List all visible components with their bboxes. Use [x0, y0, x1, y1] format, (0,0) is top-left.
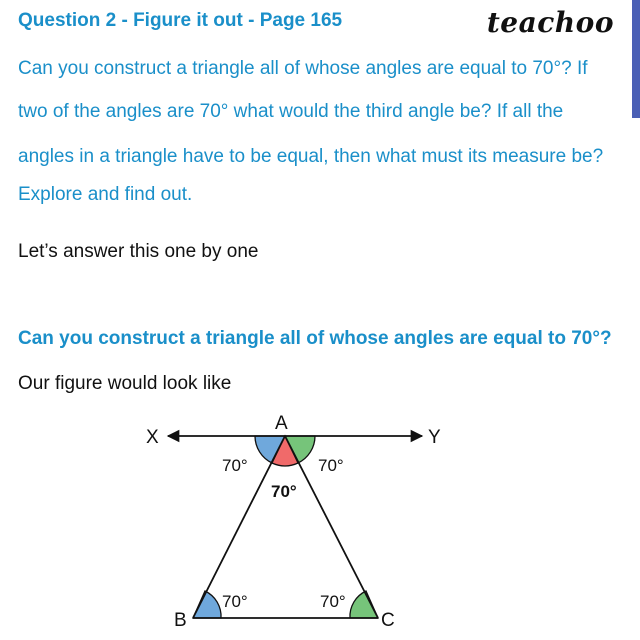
sub-question: Can you construct a triangle all of whose angles are equal to 70°?: [18, 328, 612, 349]
intro-text: Let’s answer this one by one: [18, 241, 259, 262]
question-line-4: Explore and find out.: [18, 184, 193, 205]
page-title: Question 2 - Figure it out - Page 165: [18, 10, 343, 31]
angle-label-at-b: 70°: [222, 592, 248, 611]
angle-label-at-c: 70°: [320, 592, 346, 611]
point-label-b: B: [174, 610, 187, 631]
point-label-c: C: [381, 610, 395, 631]
point-label-y: Y: [428, 427, 441, 448]
question-line-3: angles in a triangle have to be equal, then what must its measure be?: [18, 146, 604, 167]
angle-label-right-at-a: 70°: [318, 456, 344, 475]
point-label-x: X: [146, 427, 159, 448]
question-line-1: Can you construct a triangle all of whose angles are equal to 70°? If: [18, 58, 588, 79]
question-line-2: two of the angles are 70° what would the third angle be? If all the: [18, 101, 564, 122]
figure-intro-text: Our figure would look like: [18, 373, 232, 394]
angle-at-b-sector: [193, 591, 221, 618]
angle-at-c-sector: [350, 591, 378, 618]
teachoo-logo: teachoo: [486, 6, 614, 39]
angle-label-left-at-a: 70°: [222, 456, 248, 475]
angle-label-inside-at-a: 70°: [271, 482, 297, 501]
point-label-a: A: [275, 413, 288, 434]
